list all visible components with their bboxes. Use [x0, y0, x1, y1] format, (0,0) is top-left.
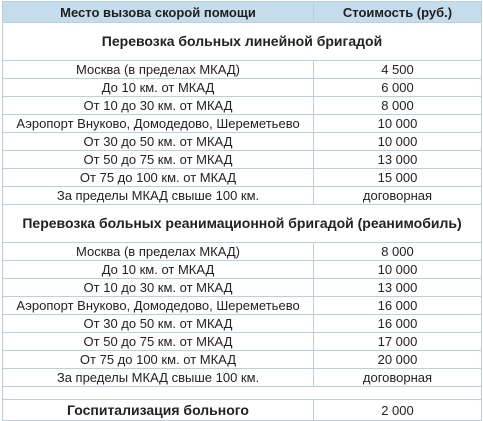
cost-cell: 17 000 [314, 333, 482, 351]
cost-cell: 15 000 [314, 169, 482, 187]
hospitalization-row [3, 400, 482, 421]
table-header-row [3, 2, 482, 23]
section-title: Перевозка больных реанимационной бригадой (реанимобиль) [3, 205, 482, 243]
place-cell: Аэропорт Внуково, Домодедово, Шереметьево [3, 297, 314, 315]
hospitalization-label: Госпитализация больного [3, 400, 314, 421]
cost-cell: 16 000 [314, 297, 482, 315]
cost-cell: договорная [314, 187, 482, 205]
cost-cell: 8 000 [314, 97, 482, 115]
place-cell: Москва (в пределах МКАД) [3, 243, 314, 261]
table-row [3, 151, 482, 169]
header-place: Место вызова скорой помощи [3, 2, 314, 23]
cost-cell: 10 000 [314, 133, 482, 151]
table-row [3, 97, 482, 115]
cost-cell: 13 000 [314, 279, 482, 297]
cost-cell: 20 000 [314, 351, 482, 369]
hospitalization-cost: 2 000 [314, 400, 482, 421]
cost-cell: 8 000 [314, 243, 482, 261]
place-cell: От 10 до 30 км. от МКАД [3, 97, 314, 115]
place-cell: За пределы МКАД свыше 100 км. [3, 369, 314, 387]
place-cell: От 75 до 100 км. от МКАД [3, 351, 314, 369]
spacer-cell [3, 387, 482, 400]
cost-cell: 13 000 [314, 151, 482, 169]
place-cell: За пределы МКАД свыше 100 км. [3, 187, 314, 205]
cost-cell: договорная [314, 369, 482, 387]
table-row [3, 333, 482, 351]
place-cell: От 75 до 100 км. от МКАД [3, 169, 314, 187]
price-table [2, 1, 482, 421]
cost-cell: 16 000 [314, 315, 482, 333]
place-cell: Москва (в пределах МКАД) [3, 61, 314, 79]
table-row [3, 297, 482, 315]
cost-cell: 10 000 [314, 115, 482, 133]
place-cell: До 10 км. от МКАД [3, 79, 314, 97]
place-cell: От 30 до 50 км. от МКАД [3, 133, 314, 151]
table-row [3, 79, 482, 97]
place-cell: До 10 км. от МКАД [3, 261, 314, 279]
table-row [3, 187, 482, 205]
table-row [3, 61, 482, 79]
section-title-row [3, 23, 482, 61]
table-row [3, 351, 482, 369]
section-title: Перевозка больных линейной бригадой [3, 23, 482, 61]
place-cell: Аэропорт Внуково, Домодедово, Шереметьево [3, 115, 314, 133]
cost-cell: 10 000 [314, 261, 482, 279]
cost-cell: 6 000 [314, 79, 482, 97]
place-cell: От 50 до 75 км. от МКАД [3, 333, 314, 351]
table-row [3, 315, 482, 333]
table-row [3, 115, 482, 133]
table-row [3, 243, 482, 261]
place-cell: От 50 до 75 км. от МКАД [3, 151, 314, 169]
table-row [3, 369, 482, 387]
header-cost: Стоимость (руб.) [314, 2, 482, 23]
table-row [3, 169, 482, 187]
table-row [3, 279, 482, 297]
section-title-row [3, 205, 482, 243]
spacer-row [3, 387, 482, 400]
place-cell: От 10 до 30 км. от МКАД [3, 279, 314, 297]
place-cell: От 30 до 50 км. от МКАД [3, 315, 314, 333]
table-row [3, 133, 482, 151]
table-row [3, 261, 482, 279]
cost-cell: 4 500 [314, 61, 482, 79]
